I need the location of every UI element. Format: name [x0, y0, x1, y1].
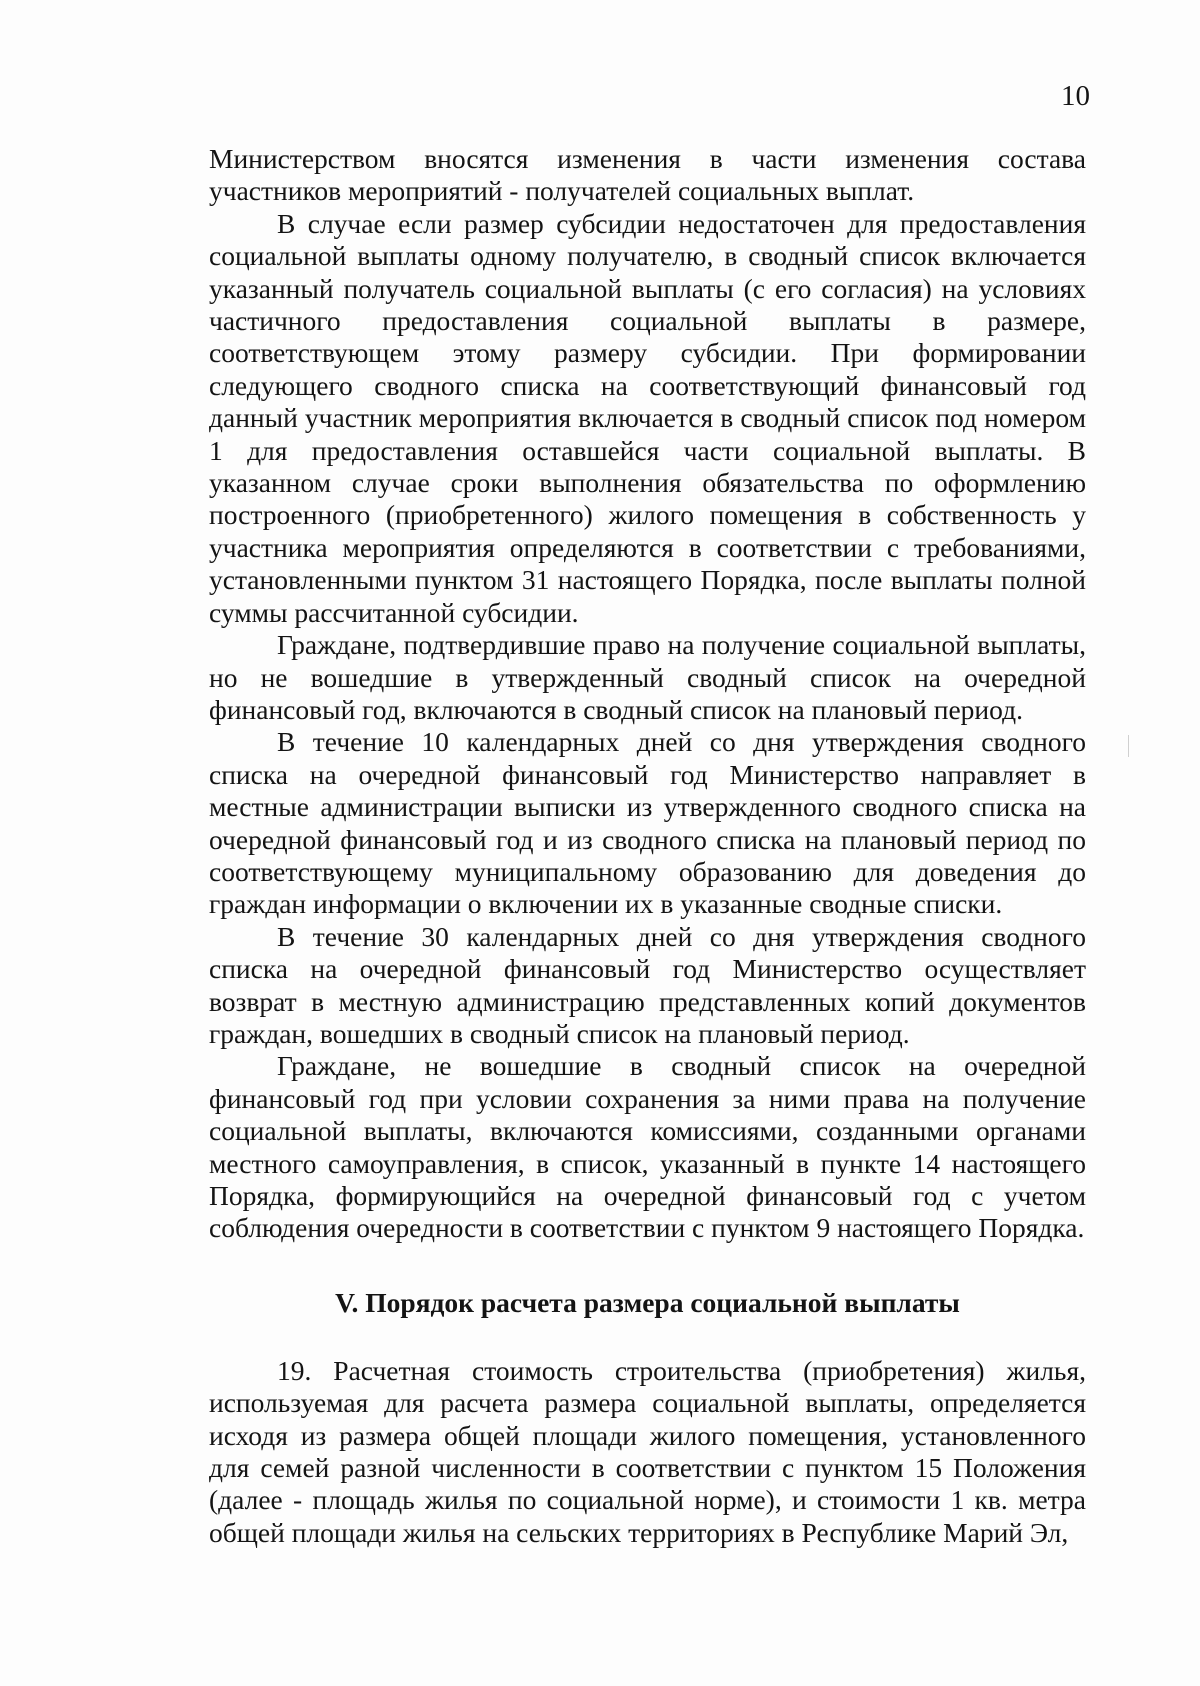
paragraph-partial-subsidy: В случае если размер субсидии недостаточен для предоставления социальной выплаты одному получателю, в сводный список включается указанный получатель социальной выплаты (с его согласия) на условиях частичного предоставления социальной выплаты в размере, соответствующем этому размеру субсидии. При формировании следующего сводного списка на соответствующий финансовый год данный участник мероприятия включается в сводный список под номером 1 для предоставления оставшейся части социальной выплаты. В указанном случае сроки выполнения обязательства по оформлению построенного (приобретенного) жилого помещения в собственность у участника мероприятия определяются в соответствии с требованиями, установленными пунктом 31 настоящего Порядка, после выплаты полной суммы рассчитанной субсидии. [209, 207, 1086, 628]
paragraph-planned-period: Граждане, подтвердившие право на получение социальной выплаты, но не вошедшие в утвержденный сводный список на очередной финансовый год, включаются в сводный список на плановый период. [209, 629, 1086, 725]
paragraph-item-19: 19. Расчетная стоимость строительства (приобретения) жилья, используемая для расчета размера социальной выплаты, определяется исходя из размера общей площади жилого помещения, установленного для семей разной численности в соответствии с пунктом 15 Положения (далее - площадь жилья по социальной норме), и стоимости 1 кв. метра общей площади жилья на сельских территориях в Республике Марий Эл, [209, 1354, 1086, 1548]
page-number: 10 [1061, 80, 1090, 112]
paragraph-not-included: Граждане, не вошедшие в сводный список на очередной финансовый год при условии сохранения за ними права на получение социальной выплаты, включаются комиссиями, созданными органами местного самоуправления, в список, указанный в пункте 14 настоящего Порядка, формирующийся на очередной финансовый год с учетом соблюдения очередности в соответствии с пунктом 9 настоящего Порядка. [209, 1050, 1086, 1244]
paragraph-return-30-days: В течение 30 календарных дней со дня утверждения сводного списка на очередной финансовый год Министерство осуществляет возврат в местную администрацию представленных копий документов граждан, вошедших в сводный список на плановый период. [209, 920, 1086, 1049]
scan-artifact-line [1128, 735, 1129, 757]
document-body [209, 143, 1086, 1549]
section-heading: V. Порядок расчета размера социальной выплаты [335, 1286, 960, 1318]
paragraph-continuation: Министерством вносятся изменения в части изменения состава участников мероприятий - получателей социальных выплат. [209, 143, 1086, 207]
paragraph-extracts-10-days: В течение 10 календарных дней со дня утверждения сводного списка на очередной финансовый год Министерство направляет в местные администрации выписки из утвержденного сводного списка на очередной финансовый год и из сводного списка на плановый период по соответствующему муниципальному образованию для доведения до граждан информации о включении их в указанные сводные списки. [209, 726, 1086, 920]
